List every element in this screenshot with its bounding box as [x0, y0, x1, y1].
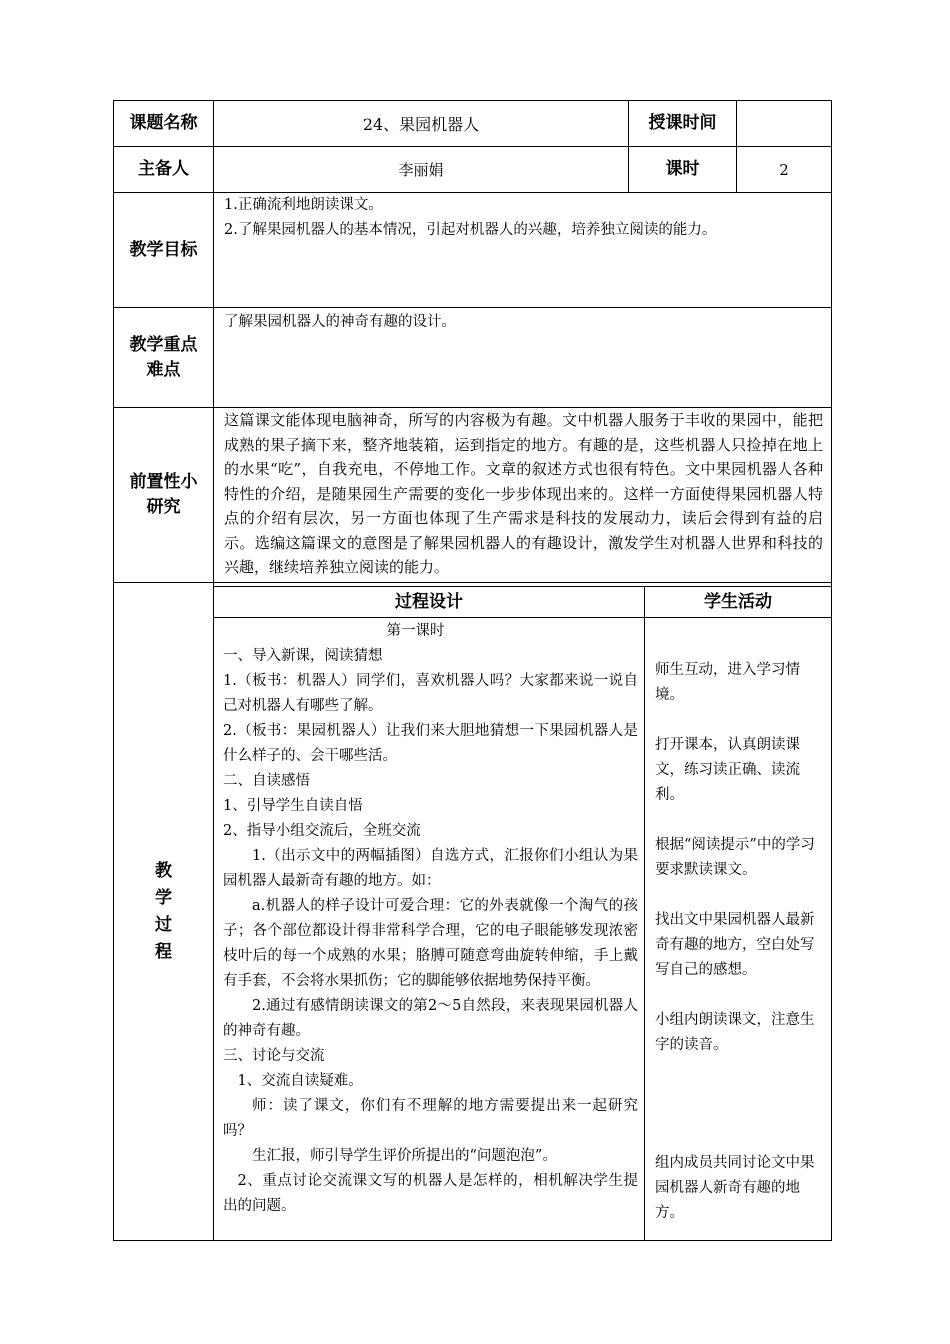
design-line: 生汇报，师引导学生评价所提出的“问题泡泡”。 [252, 1148, 557, 1164]
design-line: 1.（出示文中的两幅插图）自选方式，汇报你们小组认为果园机器人最新奇有趣的地方。如： [223, 848, 638, 889]
preresearch-label-line2: 研究 [146, 497, 181, 517]
hours-value: 2 [779, 160, 789, 179]
goal-line: 2.了解果园机器人的基本情况，引起对机器人的兴趣，培养独立阅读的能力。 [224, 222, 717, 238]
design-line: a.机器人的样子设计可爱合理：它的外表就像一个淘气的孩子；各个部位都设计得非常科学合理，它的电子眼能够发现浓密枝叶后的每一个成熟的水果；胳膊可随意弯曲旋转伸缩，手上戴有手套，不会将水果抓伤；它的脚能够依据地势保持平衡。 [223, 898, 638, 989]
topic-label: 课题名称 [129, 113, 198, 133]
preresearch-text: 这篇课文能体现电脑神奇，所写的内容极为有趣。文中机器人服务于丰收的果园中，能把成熟的果子摘下来，整齐地装箱，运到指定的地方。有趣的是，这些机器人只捡掉在地上的水果“吃”，自我充电，不停地工作。文章的叙述方式也很有特色。文中果园机器人各种特性的介绍，是随果园生产需要的变化一步步体现出来的。这样一方面使得果园机器人特点的介绍有层次，另一方面也体现了生产需求是科技的发展动力，读后会得到有益的启示。选编这篇课文的意图是了解果园机器人的有趣设计，激发学生对机器人世界和科技的兴趣，继续培养独立阅读的能力。 [224, 411, 823, 576]
activity-item: 小组内朗读课文，注意生字的读音。 [655, 1012, 815, 1053]
design-line: 1、交流自读疑难。 [237, 1073, 363, 1089]
design-line: 三、讨论与交流 [223, 1048, 325, 1064]
keypoints-label-line1: 教学重点 [129, 334, 198, 355]
activity-item: 师生互动，进入学习情境。 [655, 662, 800, 703]
topic-value: 24、果园机器人 [362, 115, 480, 134]
goals-text [214, 193, 831, 307]
activity-column-header: 学生活动 [704, 591, 772, 612]
process-label-char: 学 [155, 887, 172, 908]
preparer-value: 李丽娟 [398, 161, 444, 179]
process-label-char: 教 [155, 860, 172, 881]
process-label [114, 583, 213, 1240]
process-label-char: 程 [155, 941, 172, 962]
process-activity-text [645, 618, 831, 1240]
table-border-row5 [113, 582, 832, 583]
table-border-right [831, 100, 832, 1241]
hours-label: 课时 [665, 159, 700, 179]
design-line: 2、指导小组交流后，全班交流 [223, 823, 421, 839]
design-line: 2.通过有感情朗读课文的第2～5自然段，来表现果园机器人的神奇有趣。 [223, 998, 638, 1039]
time-label: 授课时间 [648, 113, 717, 133]
activity-item: 根据“阅读提示”中的学习要求默读课文。 [655, 837, 815, 878]
table-border-bottom [113, 1240, 832, 1241]
preresearch-label-line1: 前置性小 [129, 472, 198, 492]
process-design-text [214, 618, 644, 1240]
time-value [737, 101, 831, 146]
keypoints-text: 了解果园机器人的神奇有趣的设计。 [224, 314, 456, 330]
goals-label: 教学目标 [129, 239, 198, 260]
design-line: 师：读了课文，你们有不理解的地方需要提出来一起研究吗？ [223, 1098, 638, 1139]
activity-item: 找出文中果园机器人最新奇有趣的地方，空白处写写自己的感想。 [655, 912, 815, 978]
design-line: 2.（板书：果园机器人）让我们来大胆地猜想一下果园机器人是什么样子的、会干哪些活。 [223, 723, 638, 764]
design-line: 二、自读感悟 [223, 773, 310, 789]
design-line: 一、导入新课，阅读猜想 [223, 648, 383, 664]
design-line: 1.（板书：机器人）同学们，喜欢机器人吗？大家都来说一说自己对机器人有哪些了解。 [223, 673, 638, 714]
keypoints-label [114, 308, 213, 407]
preresearch-label [114, 408, 213, 582]
activity-item: 组内成员共同讨论文中果园机器人新奇有趣的地方。 [655, 1155, 815, 1221]
design-line: 1、引导学生自读自悟 [223, 798, 363, 814]
keypoints-label-line2: 难点 [146, 359, 181, 380]
process-label-char: 过 [155, 914, 172, 935]
lesson-title: 第一课时 [386, 623, 445, 639]
preparer-label: 主备人 [138, 159, 189, 179]
goal-line: 1.正确流利地朗读课文。 [224, 197, 383, 213]
design-line: 2、重点讨论交流课文写的机器人是怎样的，相机解决学生提出的问题。 [223, 1173, 638, 1214]
design-column-header: 过程设计 [395, 591, 463, 612]
activity-item: 打开课本，认真朗读课文，练习读正确、读流利。 [655, 737, 800, 803]
